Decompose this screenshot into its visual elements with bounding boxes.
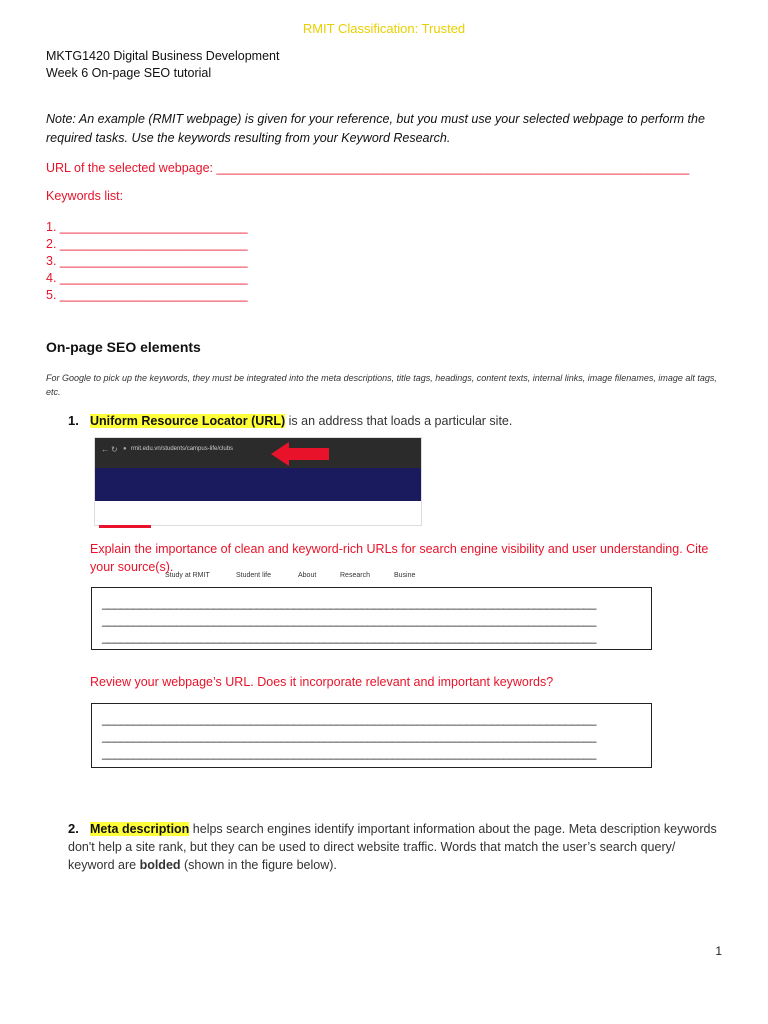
- answer-line: ________________________________________________________________________________: [102, 630, 596, 644]
- item-2-text-before: helps search engines identify important information about the page. Meta description keywords don't help a site rank, but they can be used to direct website traffic. Words that match the user’s search query/ keyword are: [68, 822, 717, 872]
- answer-box-1[interactable]: [91, 587, 652, 650]
- lock-icon: ●: [123, 446, 127, 452]
- classification-label: RMIT Classification: Trusted: [302, 21, 466, 36]
- answer-line: ________________________________________________________________________________: [102, 729, 596, 743]
- menu-item: Research: [340, 572, 370, 579]
- item-2-highlight: Meta description: [90, 822, 190, 836]
- address-text: rmit.edu.vn/students/campus-life/clubs: [131, 446, 234, 452]
- keywords-list: [46, 219, 248, 304]
- keyword-item: 2. ___________________________: [46, 237, 248, 251]
- section-note: For Google to pick up the keywords, they must be integrated into the meta descriptions, title tags, headings, content texts, internal links, image filenames, image alt tags, etc.: [46, 373, 717, 397]
- answer-box-2[interactable]: [91, 703, 652, 768]
- keywords-label: Keywords list:: [46, 189, 124, 203]
- instruction-note: Note: An example (RMIT webpage) is given for your reference, but you must use your selected webpage to perform the required tasks. Use the keywords resulting from your Keyword Research.: [46, 112, 705, 145]
- menu-item: Study at RMIT: [165, 572, 210, 579]
- question-2: Review your webpage’s URL. Does it incorporate relevant and important keywords?: [90, 675, 554, 689]
- url-prompt-label: URL of the selected webpage:: [46, 161, 214, 175]
- answer-line: ________________________________________________________________________________: [102, 746, 596, 760]
- menu-item: About: [298, 572, 317, 579]
- menu-item: Student life: [236, 572, 272, 579]
- site-header: [95, 468, 421, 501]
- item-2-text-after: (shown in the figure below).: [180, 858, 337, 872]
- item-1: [68, 413, 512, 428]
- item-2: [68, 820, 718, 874]
- red-arrow-icon: [271, 442, 331, 466]
- menu-item: Busine: [394, 572, 416, 579]
- item-1-text: is an address that loads a particular site.: [285, 414, 513, 428]
- item-1-number: 1.: [68, 413, 79, 428]
- url-prompt-blank: ____________________________________________________________________: [216, 161, 690, 175]
- page-number: 1: [715, 944, 722, 958]
- answer-line: ________________________________________________________________________________: [102, 596, 596, 610]
- keyword-item: 1. ___________________________: [46, 220, 248, 234]
- url-prompt: [46, 161, 689, 175]
- keyword-item: 4. ___________________________: [46, 271, 248, 285]
- question-1: Explain the importance of clean and keyword-rich URLs for search engine visibility and user understanding. Cite your source(s).: [90, 542, 709, 574]
- browser-address-bar: [95, 438, 421, 468]
- answer-line: ________________________________________________________________________________: [102, 613, 596, 627]
- section-title: On-page SEO elements: [46, 339, 201, 355]
- reload-icon: ↻: [111, 445, 118, 454]
- item-2-number: 2.: [68, 821, 79, 836]
- keyword-item: 3. ___________________________: [46, 254, 248, 268]
- week-title: Week 6 On-page SEO tutorial: [46, 66, 212, 80]
- answer-line: ________________________________________________________________________________: [102, 712, 596, 726]
- item-1-highlight: Uniform Resource Locator (URL): [90, 414, 286, 428]
- course-title: MKTG1420 Digital Business Development: [46, 49, 280, 63]
- keyword-item: 5. ___________________________: [46, 288, 248, 302]
- item-2-bold: bolded: [139, 858, 181, 872]
- back-icon: ←: [101, 445, 109, 454]
